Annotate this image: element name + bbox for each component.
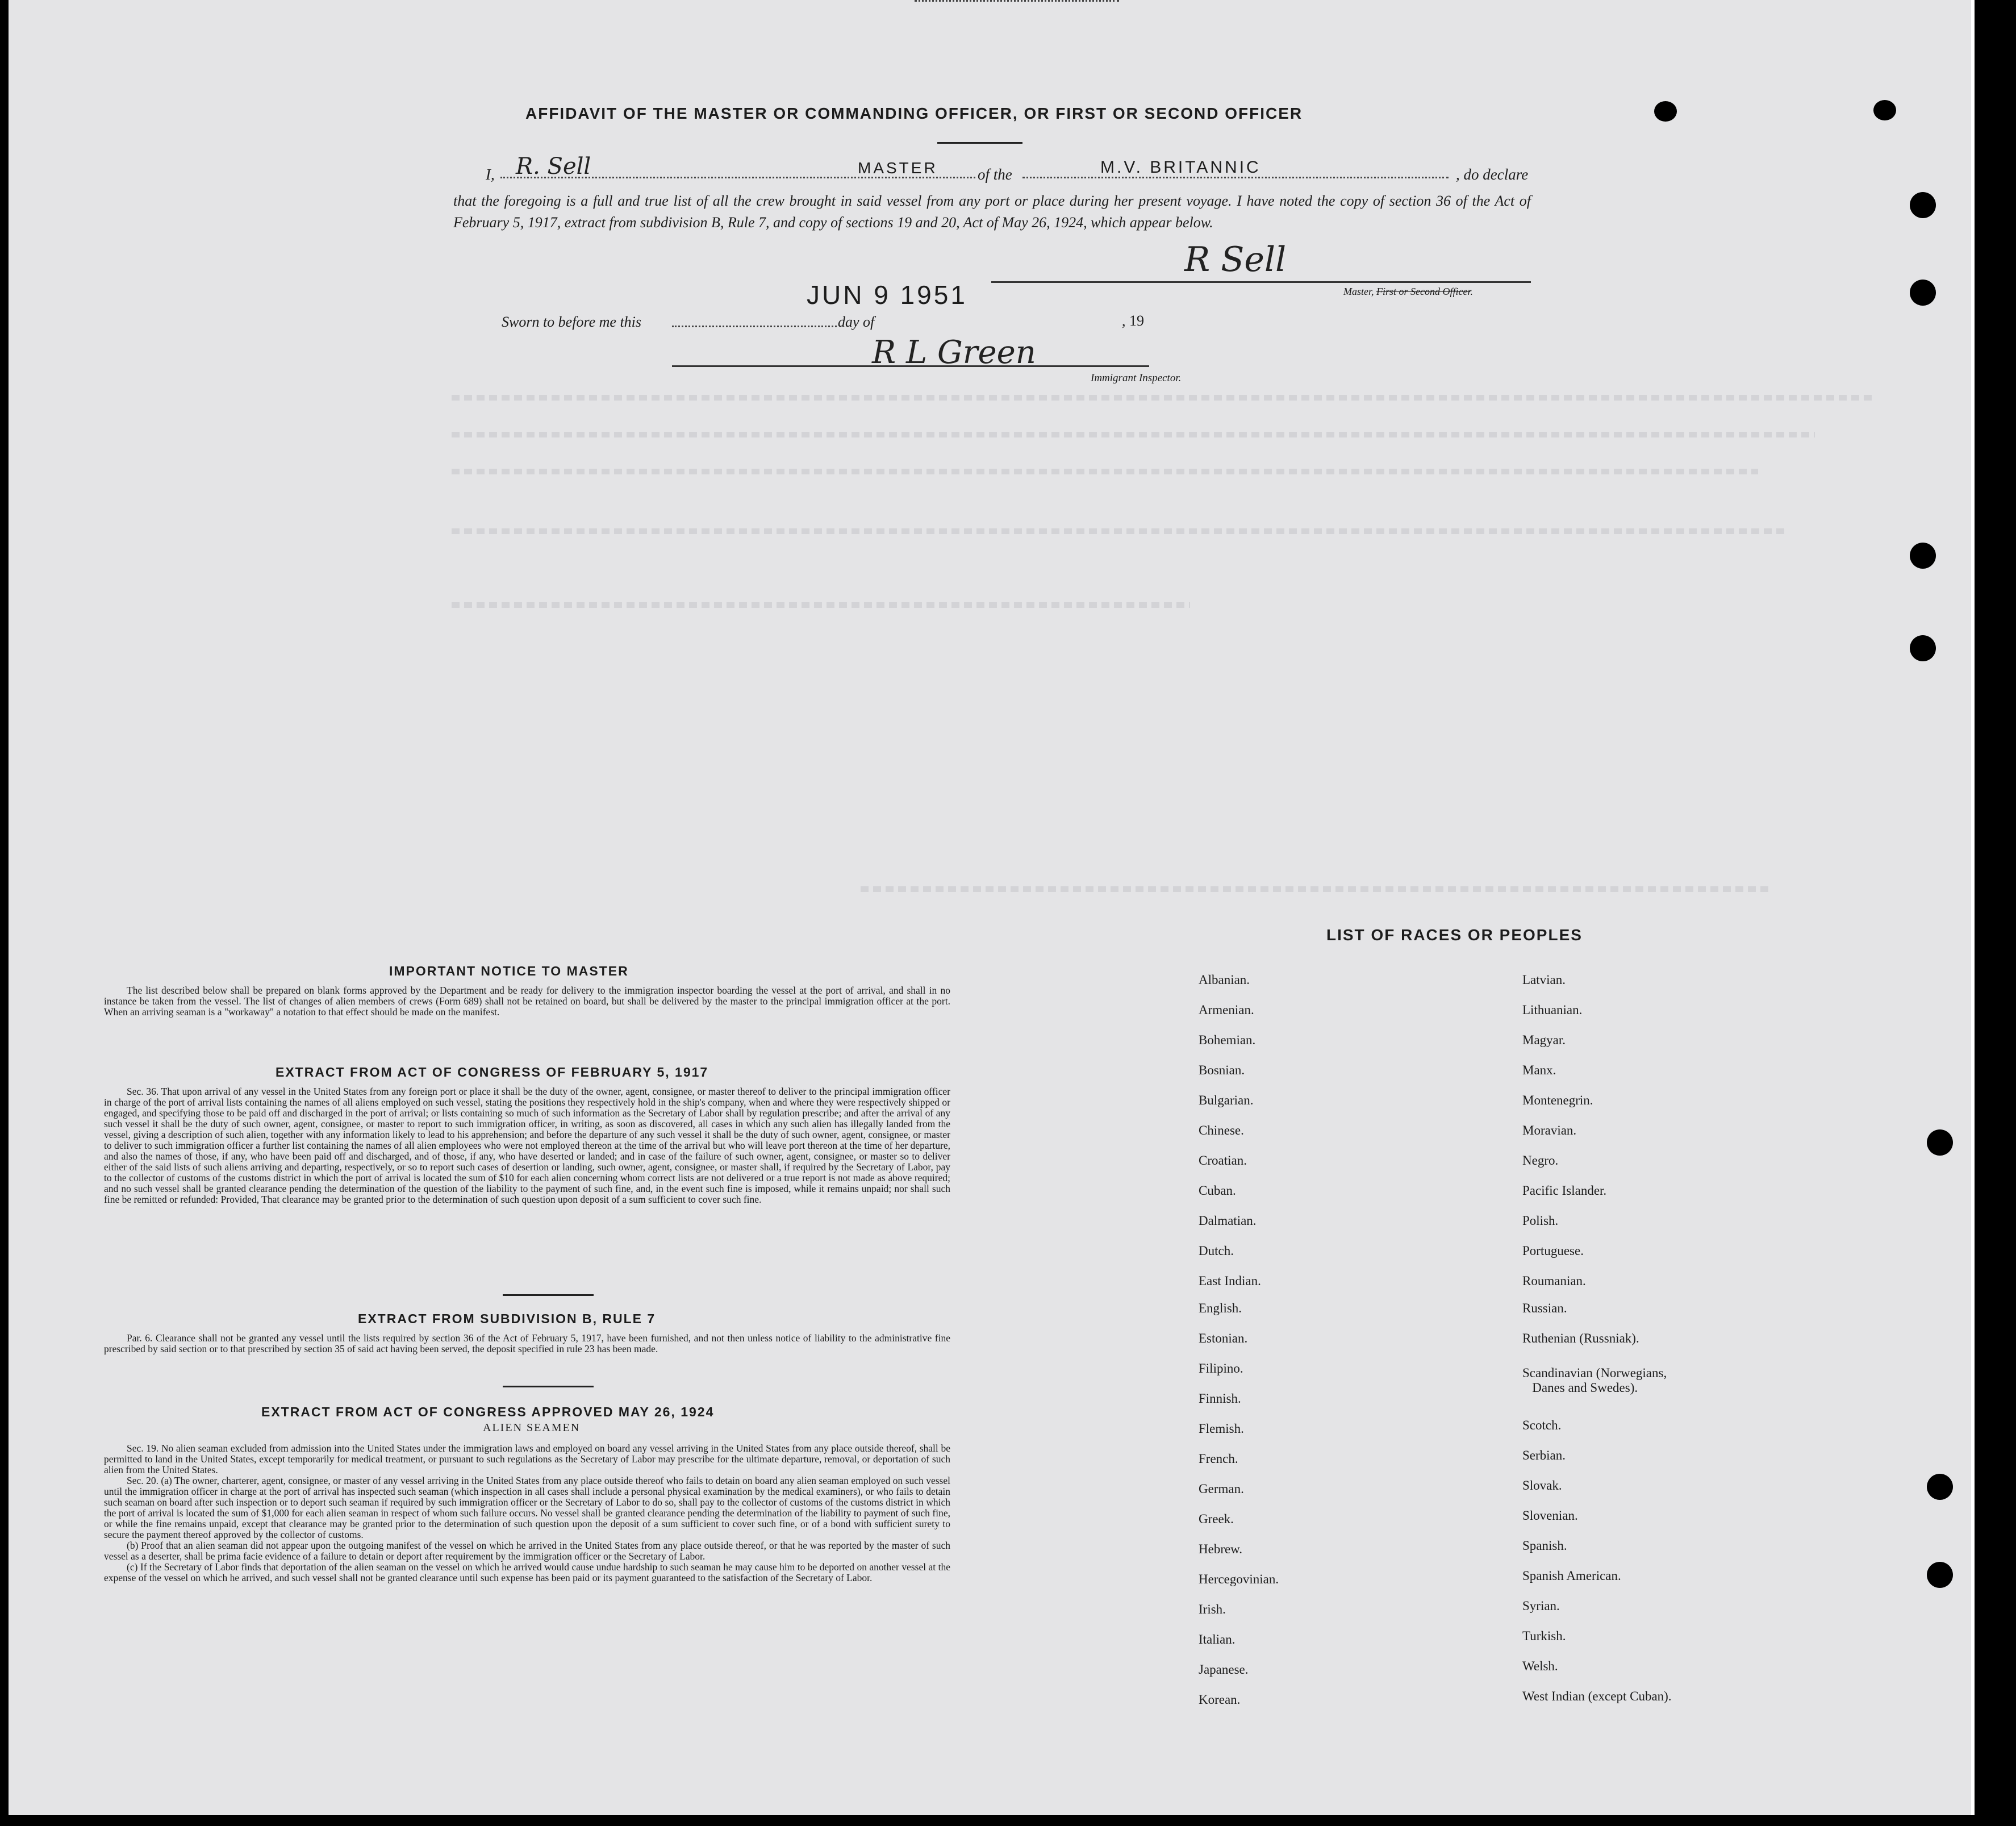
year-prefix: , 19 <box>1122 312 1144 329</box>
punch-hole <box>1927 1562 1953 1588</box>
race-item: East Indian. <box>1199 1274 1261 1288</box>
inspector-caption: Immigrant Inspector. <box>1091 372 1182 384</box>
race-item: Hercegovinian. <box>1199 1572 1279 1586</box>
race-item: Bulgarian. <box>1199 1093 1254 1107</box>
affidavit-title: AFFIDAVIT OF THE MASTER OR COMMANDING OFFICER, OR FIRST OR SECOND OFFICER <box>525 105 1303 122</box>
race-item: Dalmatian. <box>1199 1214 1257 1228</box>
races-title: LIST OF RACES OR PEOPLES <box>1326 926 1583 944</box>
race-item: Armenian. <box>1199 1003 1254 1017</box>
punch-hole <box>1873 100 1896 120</box>
bleed-through <box>452 395 1872 401</box>
race-item: Spanish American. <box>1522 1569 1621 1583</box>
race-item: Manx. <box>1522 1063 1556 1077</box>
master-signature: R Sell <box>1184 240 1287 280</box>
race-item: Pacific Islander. <box>1522 1183 1607 1198</box>
race-item: Welsh. <box>1522 1659 1558 1673</box>
race-item: Albanian. <box>1199 973 1250 987</box>
race-item: Bosnian. <box>1199 1063 1245 1077</box>
divider <box>503 1294 594 1296</box>
extract-1917-paragraph: Sec. 36. That upon arrival of any vessel in the United States from any foreign port or place it shall be the duty of the owner, agent, consignee, or master thereof to deliver to the principal immigration officer in charge of the port of arrival lists containing the names of all aliens employed on such vessel, stating the positions they respectively hold in the ship's company, when and where they were respectively shipped or engaged, and specifying those to be paid off and discharged in the port of arrival; or lists containing so much of such information as the Secretary of Labor shall by regulation prescribe; and after the arrival of any such vessel it shall be the duty of such owner, agent, consignee, or master to report to such immigration officer, in writing, as soon as discovered, all cases in which any such alien has illegally landed from the vessel, giving a description of such alien, together with any information likely to lead to his apprehension; and before the departure of any such vessel it shall be the duty of such owner, agent, consignee, or master to deliver to such immigration officer a further list containing the names of all alien employees who were not employed thereon at the time of the arrival but who will leave port thereon at the time of her departure, and also the names of those, if any, who have been paid off and discharged, and of those, if any, who have deserted or landed; and in case of the failure of such owner, agent, consignee, or master so to deliver either of the said lists of such aliens arriving and departing, respectively, or so to report such cases of desertion or landing, such owner, agent, consignee, or master shall, if required by the Secretary of Labor, pay to the collector of customs of the customs district in which the port of arrival is located the sum of $10 for each alien concerning whom correct lists are not delivered or a true report is not made as above required; and no such vessel shall be granted clearance pending the determination of the question of the liability to the payment of such fine, and, in the event such fine is imposed, while it remains unpaid; nor shall such fine be remitted or refunded: Provided, That clearance may be granted prior to the determination of such question upon deposit of a sum sufficient to cover such fine. <box>104 1086 950 1205</box>
bleed-through <box>452 602 1190 608</box>
title-divider <box>937 142 1022 144</box>
race-item: Russian. <box>1522 1301 1567 1315</box>
day-of-label: day of <box>838 314 875 330</box>
punch-hole <box>1654 101 1677 122</box>
extract-1917-body <box>104 1086 950 1205</box>
race-item: Croatian. <box>1199 1153 1247 1168</box>
affidavit-body: that the foregoing is a full and true list of all the crew brought in said vessel from any port or place during her present voyage. I have noted the copy of section 36 of the Act of February 5, 1917, extract from subdivision B, Rule 7, and copy of sections 19 and 20, Act of May 26, 1924, which appear below. <box>453 193 1531 231</box>
race-item: French. <box>1199 1452 1238 1466</box>
race-item: Roumanian. <box>1522 1274 1586 1288</box>
affidavit-i: I, <box>486 166 495 183</box>
alien-seamen-subtitle: ALIEN SEAMEN <box>483 1421 581 1434</box>
extract-1924-body <box>104 1443 950 1583</box>
sworn-day-line <box>672 326 837 327</box>
race-item: Lithuanian. <box>1522 1003 1583 1017</box>
bleed-through <box>861 886 1769 892</box>
race-item: Korean. <box>1199 1692 1241 1707</box>
master-caption-text: Master, <box>1343 286 1376 297</box>
race-item: Slovenian. <box>1522 1508 1578 1523</box>
race-item: Filipino. <box>1199 1361 1243 1375</box>
sec-20c-paragraph: (c) If the Secretary of Labor finds that deportation of the alien seaman on the vessel on which he arrived would cause undue hardship to such seaman he may cause him to be deported on another vessel at the expense of the vessel on which he arrived, and such vessel shall not be granted clearance until such expense has been paid or its payment guaranteed to the satisfaction of the Secretary of Labor. <box>104 1561 950 1583</box>
month-line <box>915 0 1119 2</box>
extract-1924-title: EXTRACT FROM ACT OF CONGRESS APPROVED MAY 26, 1924 <box>261 1404 715 1419</box>
extract-1917-title: EXTRACT FROM ACT OF CONGRESS OF FEBRUARY 5, 1917 <box>276 1065 709 1079</box>
of-the-label: of the <box>978 166 1012 183</box>
race-item: Finnish. <box>1199 1391 1241 1406</box>
punch-hole <box>1910 543 1936 569</box>
caption-end: . <box>1470 286 1473 297</box>
punch-hole <box>1910 635 1936 661</box>
inspector-signature: R L Green <box>872 334 1036 371</box>
notice-paragraph: The list described below shall be prepared on blank forms approved by the Department and be ready for delivery to the immigration inspector boarding the vessel at the port of arrival, and shall in no instance be taken from the vessel. The list of changes of alien members of crews (Form 689) shall not be retained on board, but shall be delivered by the master to the principal immigration officer at the port. When an arriving seaman is a "workaway" a notation to that effect should be made on the manifest. <box>104 985 950 1018</box>
punch-hole <box>1927 1474 1953 1500</box>
race-item: Scandinavian (Norwegians, Danes and Swedes). <box>1522 1366 1667 1395</box>
race-item: Hebrew. <box>1199 1542 1243 1556</box>
bleed-through <box>452 528 1787 534</box>
race-item: English. <box>1199 1301 1242 1315</box>
sec-20a-paragraph: Sec. 20. (a) The owner, charterer, agent, consignee, or master of any vessel arriving in the United States from any place outside thereof who fails to detain on board any alien seaman employed on such vessel until the immigration officer in charge at the port of arrival has inspected such seaman (which inspection in all cases shall include a personal physical examination by the medical examiners), or who fails to detain such seaman on board after such inspection or to deport such seaman if required by such immigration officer or the Secretary of Labor to do so, shall pay to the collector of customs of the customs district in which the port of arrival is located the sum of $1,000 for each alien seaman in respect of whom such failure occurs. No vessel shall be granted clearance pending the determination of the liability to payment of such fine, or while the fine remains unpaid, except that clearance may be granted prior to the determination of such question upon the deposit of a sum sufficient to cover such fine, or of a bond with sufficient surety to secure the payment thereof approved by the collector of customs. <box>104 1475 950 1540</box>
race-item: Negro. <box>1522 1153 1559 1168</box>
master-name-signature: R. Sell <box>516 153 591 180</box>
race-item: Irish. <box>1199 1602 1226 1616</box>
race-item: German. <box>1199 1482 1244 1496</box>
race-item: Montenegrin. <box>1522 1093 1593 1107</box>
race-item: Italian. <box>1199 1632 1236 1646</box>
struck-caption: First or Second Officer <box>1376 286 1471 297</box>
race-item: Latvian. <box>1522 973 1566 987</box>
vessel-name-field: M.V. BRITANNIC <box>1100 158 1261 177</box>
race-item: Syrian. <box>1522 1599 1560 1613</box>
bleed-through <box>452 469 1758 474</box>
race-item: Ruthenian (Russniak). <box>1522 1331 1639 1345</box>
race-item: Estonian. <box>1199 1331 1248 1345</box>
sworn-label: Sworn to before me this <box>502 314 642 330</box>
race-item: Polish. <box>1522 1214 1559 1228</box>
punch-hole <box>1910 280 1936 306</box>
divider <box>503 1386 594 1387</box>
bleed-through <box>452 432 1815 437</box>
document-page <box>9 0 1975 1815</box>
race-item: Serbian. <box>1522 1448 1566 1462</box>
extract-rule7-paragraph: Par. 6. Clearance shall not be granted any vessel until the lists required by section 36 of the Act of February 5, 1917, have been furnished, and not then unless notice of liability to the administrative fine prescribed by said section or to that prescribed by section 35 of said act having been served, the deposit specified in rule 23 has been made. <box>104 1332 950 1354</box>
race-item: Spanish. <box>1522 1539 1567 1553</box>
race-item: Greek. <box>1199 1512 1234 1526</box>
extract-rule7-body <box>104 1333 950 1354</box>
race-item: Cuban. <box>1199 1183 1236 1198</box>
notice-body <box>104 985 950 1018</box>
date-stamp: JUN 9 1951 <box>807 280 967 310</box>
race-item: Turkish. <box>1522 1629 1566 1643</box>
race-item: West Indian (except Cuban). <box>1522 1689 1672 1703</box>
sec-20b-paragraph: (b) Proof that an alien seaman did not appear upon the outgoing manifest of the vessel on which he arrived in the United States from any place outside thereof, or that he was reported by the master of such vessel as a deserter, shall be prima facie evidence of a failure to detain or deport after requirement by the immigration officer or the Secretary of Labor. <box>104 1540 950 1562</box>
race-item: Portuguese. <box>1522 1244 1584 1258</box>
race-item: Chinese. <box>1199 1123 1244 1137</box>
race-item: Magyar. <box>1522 1033 1566 1047</box>
do-declare-label: , do declare <box>1456 166 1529 183</box>
rank-field: MASTER <box>858 159 938 177</box>
race-item: Flemish. <box>1199 1421 1244 1436</box>
punch-hole <box>1910 192 1936 218</box>
notice-title: IMPORTANT NOTICE TO MASTER <box>389 964 629 978</box>
race-item: Japanese. <box>1199 1662 1249 1677</box>
master-caption <box>1343 286 1473 298</box>
race-item: Dutch. <box>1199 1244 1234 1258</box>
extract-rule7-title: EXTRACT FROM SUBDIVISION B, RULE 7 <box>358 1311 656 1326</box>
punch-hole <box>1927 1129 1953 1156</box>
race-item: Scotch. <box>1522 1418 1562 1432</box>
master-signature-line <box>991 281 1531 283</box>
race-item: Bohemian. <box>1199 1033 1256 1047</box>
sec-19-paragraph: Sec. 19. No alien seaman excluded from admission into the United States under the immigration laws and employed on board any vessel arriving in the United States from any place outside thereof, shall be permitted to land in the United States, except temporarily for medical treatment, or pursuant to such regulations as the Secretary of Labor may prescribe for the ultimate departure, removal, or deportation of such alien from the United States. <box>104 1443 950 1475</box>
race-item: Moravian. <box>1522 1123 1577 1137</box>
race-item: Slovak. <box>1522 1478 1562 1493</box>
